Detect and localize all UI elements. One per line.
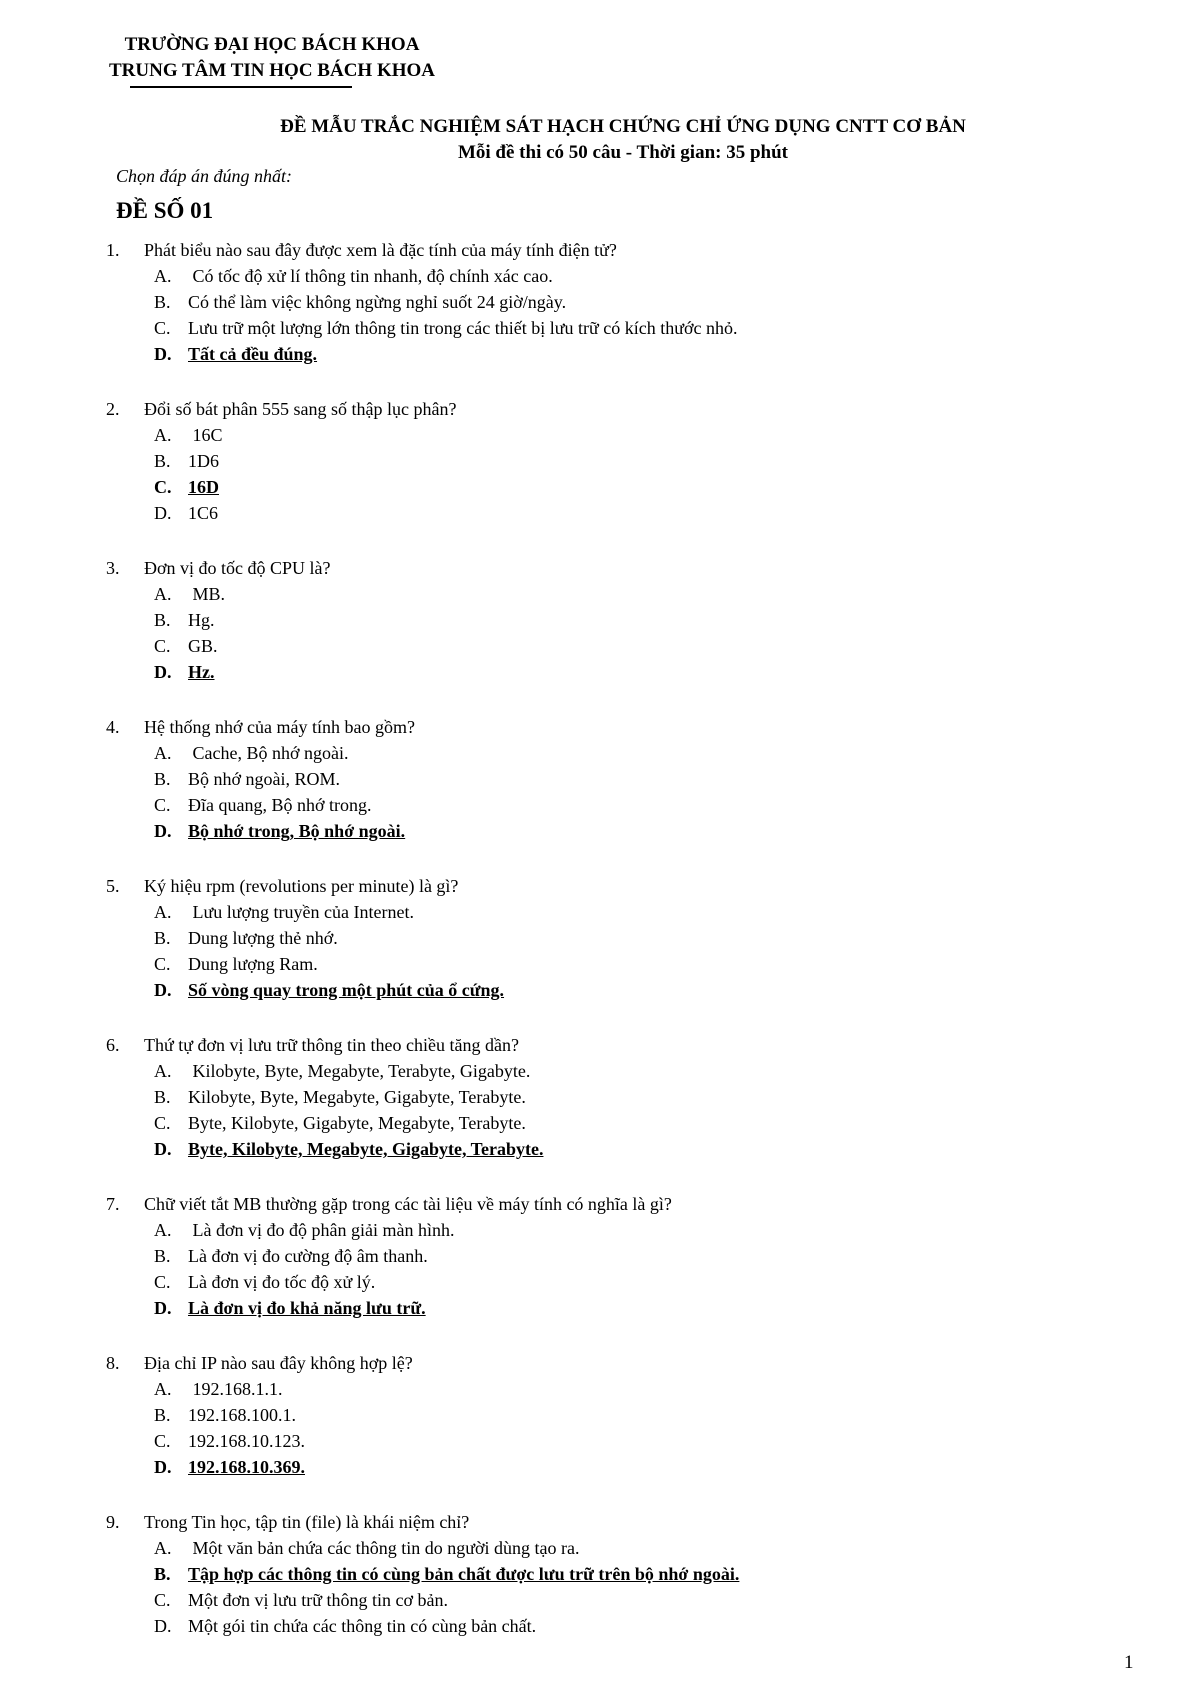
- option-text: 192.168.1.1.: [188, 1379, 283, 1399]
- option-letter: B.: [154, 292, 171, 312]
- option-letter: C.: [154, 795, 171, 815]
- answer-option: [106, 1535, 1146, 1561]
- option-letter: B.: [154, 928, 171, 948]
- answer-option: [106, 500, 1146, 526]
- answer-option: [106, 448, 1146, 474]
- question-text: Đổi số bát phân 555 sang số thập lục phân?: [144, 399, 457, 419]
- option-letter: C.: [154, 1272, 171, 1292]
- option-letter: B.: [154, 610, 171, 630]
- question-list: [106, 237, 1146, 1668]
- option-letter: A.: [154, 743, 172, 763]
- question-number: 5.: [106, 876, 120, 896]
- answer-option: [106, 1243, 1146, 1269]
- answer-option: [106, 1376, 1146, 1402]
- option-letter: B.: [154, 1087, 171, 1107]
- option-letter: D.: [154, 344, 172, 364]
- answer-option: [106, 633, 1146, 659]
- option-letter: A.: [154, 584, 172, 604]
- option-text: Có tốc độ xử lí thông tin nhanh, độ chính xác cao.: [188, 266, 553, 286]
- answer-option: [106, 422, 1146, 448]
- option-text: Có thể làm việc không ngừng nghỉ suốt 24 giờ/ngày.: [188, 292, 567, 312]
- answer-option-correct: [106, 474, 1146, 500]
- answer-option: [106, 1402, 1146, 1428]
- answer-option: [106, 607, 1146, 633]
- option-text: Lưu trữ một lượng lớn thông tin trong các thiết bị lưu trữ có kích thước nhỏ.: [188, 318, 738, 338]
- option-letter: A.: [154, 266, 172, 286]
- exam-title: ĐỀ MẪU TRẮC NGHIỆM SÁT HẠCH CHỨNG CHỈ ỨNG DỤNG CNTT CƠ BẢN: [280, 116, 966, 137]
- question-line: [106, 714, 1146, 740]
- option-text: Dung lượng thẻ nhớ.: [188, 928, 338, 948]
- question-text: Chữ viết tắt MB thường gặp trong các tài liệu về máy tính có nghĩa là gì?: [144, 1194, 672, 1214]
- option-text: Là đơn vị đo độ phân giải màn hình.: [188, 1220, 455, 1240]
- option-text: Là đơn vị đo cường độ âm thanh.: [188, 1246, 428, 1266]
- option-letter: B.: [154, 451, 171, 471]
- option-letter: D.: [154, 1298, 172, 1318]
- option-letter: A.: [154, 902, 172, 922]
- question-number: 8.: [106, 1353, 120, 1373]
- answer-option: [106, 1269, 1146, 1295]
- option-text: 1D6: [188, 451, 219, 471]
- question-item: [106, 1191, 1146, 1321]
- question-text: Địa chỉ IP nào sau đây không hợp lệ?: [144, 1353, 413, 1373]
- question-number: 2.: [106, 399, 120, 419]
- question-line: [106, 1191, 1146, 1217]
- option-letter: A.: [154, 1061, 172, 1081]
- question-number: 4.: [106, 717, 120, 737]
- exam-title-block: [0, 114, 1200, 166]
- question-item: [106, 714, 1146, 844]
- question-text: Trong Tin học, tập tin (file) là khái niệm chỉ?: [144, 1512, 470, 1532]
- answer-option: [106, 899, 1146, 925]
- question-item: [106, 1350, 1146, 1480]
- option-letter: D.: [154, 980, 172, 1000]
- answer-option: [106, 1613, 1146, 1639]
- option-text: Bộ nhớ trong, Bộ nhớ ngoài.: [188, 821, 406, 841]
- question-text: Đơn vị đo tốc độ CPU là?: [144, 558, 331, 578]
- option-text: 1C6: [188, 503, 219, 523]
- option-letter: C.: [154, 954, 171, 974]
- option-text: Tập hợp các thông tin có cùng bản chất được lưu trữ trên bộ nhớ ngoài.: [188, 1564, 740, 1584]
- answer-option: [106, 263, 1146, 289]
- answer-option-correct: [106, 1295, 1146, 1321]
- option-text: Hg.: [188, 610, 215, 630]
- option-text: Một văn bản chứa các thông tin do người dùng tạo ra.: [188, 1538, 580, 1558]
- question-line: [106, 1509, 1146, 1535]
- answer-option: [106, 792, 1146, 818]
- header-underline: [130, 86, 352, 88]
- option-letter: D.: [154, 1139, 172, 1159]
- option-text: Bộ nhớ ngoài, ROM.: [188, 769, 341, 789]
- option-letter: D.: [154, 662, 172, 682]
- question-line: [106, 396, 1146, 422]
- answer-option: [106, 1428, 1146, 1454]
- question-line: [106, 873, 1146, 899]
- option-text: Tất cả đều đúng.: [188, 344, 318, 364]
- question-item: [106, 873, 1146, 1003]
- question-number: 3.: [106, 558, 120, 578]
- option-text: Cache, Bộ nhớ ngoài.: [188, 743, 349, 763]
- answer-option: [106, 581, 1146, 607]
- answer-option: [106, 1058, 1146, 1084]
- option-letter: A.: [154, 1379, 172, 1399]
- option-letter: C.: [154, 1431, 171, 1451]
- option-letter: A.: [154, 425, 172, 445]
- option-text: Số vòng quay trong một phút của ổ cứng.: [188, 980, 505, 1000]
- option-text: Một đơn vị lưu trữ thông tin cơ bản.: [188, 1590, 449, 1610]
- option-text: Đĩa quang, Bộ nhớ trong.: [188, 795, 372, 815]
- option-text: Kilobyte, Byte, Megabyte, Gigabyte, Terabyte.: [188, 1087, 526, 1107]
- answer-option: [106, 1217, 1146, 1243]
- question-text: Phát biểu nào sau đây được xem là đặc tính của máy tính điện tử?: [144, 240, 617, 260]
- answer-option: [106, 289, 1146, 315]
- question-line: [106, 555, 1146, 581]
- answer-option: [106, 1110, 1146, 1136]
- option-text: Là đơn vị đo tốc độ xử lý.: [188, 1272, 376, 1292]
- option-letter: C.: [154, 636, 171, 656]
- option-text: Kilobyte, Byte, Megabyte, Terabyte, Gigabyte.: [188, 1061, 531, 1081]
- option-text: 16D: [188, 477, 219, 497]
- answer-option: [106, 951, 1146, 977]
- option-letter: D.: [154, 503, 172, 523]
- option-letter: D.: [154, 1616, 172, 1636]
- question-item: [106, 555, 1146, 685]
- answer-option: [106, 1084, 1146, 1110]
- question-number: 6.: [106, 1035, 120, 1055]
- answer-option-correct: [106, 659, 1146, 685]
- university-name: TRƯỜNG ĐẠI HỌC BÁCH KHOA: [124, 34, 420, 55]
- answer-option: [106, 1587, 1146, 1613]
- question-line: [106, 1350, 1146, 1376]
- option-letter: C.: [154, 477, 172, 497]
- option-letter: A.: [154, 1220, 172, 1240]
- question-line: [106, 237, 1146, 263]
- question-item: [106, 396, 1146, 526]
- option-text: Một gói tin chứa các thông tin có cùng bản chất.: [188, 1616, 537, 1636]
- option-letter: B.: [154, 769, 171, 789]
- option-letter: D.: [154, 821, 172, 841]
- option-letter: D.: [154, 1457, 172, 1477]
- answer-option: [106, 315, 1146, 341]
- option-text: 16C: [188, 425, 223, 445]
- option-text: 192.168.10.369.: [188, 1457, 305, 1477]
- option-text: 192.168.10.123.: [188, 1431, 305, 1451]
- page-number: 1: [1124, 1652, 1134, 1673]
- question-number: 7.: [106, 1194, 120, 1214]
- document-header: [52, 32, 492, 84]
- option-text: Byte, Kilobyte, Megabyte, Gigabyte, Terabyte.: [188, 1139, 544, 1159]
- question-text: Thứ tự đơn vị lưu trữ thông tin theo chiều tăng dần?: [144, 1035, 519, 1055]
- answer-option-correct: [106, 1454, 1146, 1480]
- option-letter: C.: [154, 318, 171, 338]
- option-letter: C.: [154, 1113, 171, 1133]
- question-text: Ký hiệu rpm (revolutions per minute) là gì?: [144, 876, 459, 896]
- option-text: MB.: [188, 584, 226, 604]
- option-letter: B.: [154, 1246, 171, 1266]
- option-text: Lưu lượng truyền của Internet.: [188, 902, 414, 922]
- answer-option-correct: [106, 818, 1146, 844]
- question-item: [106, 1509, 1146, 1639]
- option-letter: B.: [154, 1564, 171, 1584]
- option-text: Byte, Kilobyte, Gigabyte, Megabyte, Terabyte.: [188, 1113, 526, 1133]
- answer-option-correct: [106, 977, 1146, 1003]
- option-text: GB.: [188, 636, 218, 656]
- question-number: 1.: [106, 240, 120, 260]
- option-text: Dung lượng Ram.: [188, 954, 318, 974]
- answer-option: [106, 766, 1146, 792]
- option-letter: C.: [154, 1590, 171, 1610]
- question-item: [106, 237, 1146, 367]
- question-line: [106, 1032, 1146, 1058]
- option-letter: A.: [154, 1538, 172, 1558]
- option-text: Là đơn vị đo khả năng lưu trữ.: [188, 1298, 426, 1318]
- answer-option-correct: [106, 1136, 1146, 1162]
- option-text: Hz.: [188, 662, 215, 682]
- option-text: 192.168.100.1.: [188, 1405, 296, 1425]
- question-text: Hệ thống nhớ của máy tính bao gồm?: [144, 717, 415, 737]
- exam-number: ĐỀ SỐ 01: [116, 198, 214, 223]
- answer-option: [106, 925, 1146, 951]
- center-name: TRUNG TÂM TIN HỌC BÁCH KHOA: [108, 60, 436, 81]
- answer-option: [106, 740, 1146, 766]
- instruction-text: Chọn đáp án đúng nhất:: [116, 166, 293, 186]
- answer-option-correct: [106, 1561, 1146, 1587]
- question-item: [106, 1032, 1146, 1162]
- answer-option-correct: [106, 341, 1146, 367]
- exam-subtitle: Mỗi đề thi có 50 câu - Thời gian: 35 phút: [457, 142, 789, 163]
- question-number: 9.: [106, 1512, 120, 1532]
- option-letter: B.: [154, 1405, 171, 1425]
